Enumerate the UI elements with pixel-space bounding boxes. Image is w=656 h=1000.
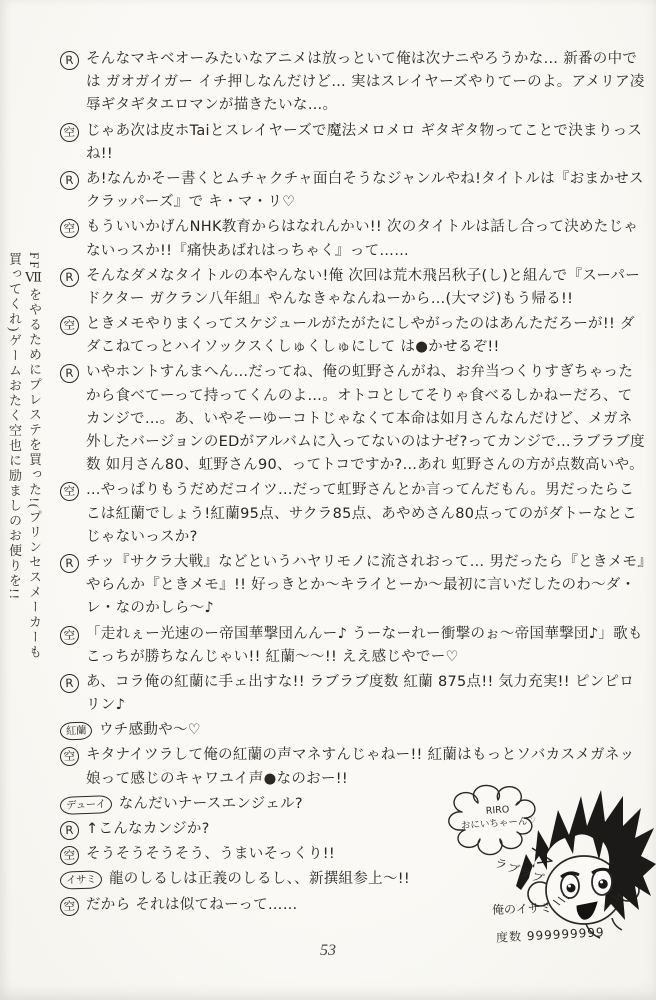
dialogue-text: もういいかげんNHK教育からはなれんかい!! 次のタイトルは話し合って決めたじゃないっスか!!『痛快あばれはっちゃく』って…… <box>86 219 639 259</box>
dialogue-entry <box>60 719 646 742</box>
dialogue-entry <box>60 361 646 477</box>
speaker-badge: R <box>60 364 80 384</box>
speaker-badge: 空 <box>60 846 80 866</box>
caption-my-isami: 俺のイサミ <box>491 900 553 918</box>
speaker-badge: 空 <box>60 122 80 142</box>
speaker-badge: 空 <box>60 316 80 336</box>
speaker-badge: R <box>60 51 80 71</box>
speaker-badge: 空 <box>60 625 80 645</box>
dialogue-text: あ、コラ俺の紅蘭に手ェ出すな!! ラブラブ度数 紅蘭 875点!! 気力充実!! ピンピロリン♪ <box>86 673 635 714</box>
dialogue-entry <box>60 265 646 311</box>
dialogue-text: ↑こんなカンジか? <box>86 821 210 837</box>
speaker-badge: R <box>60 821 80 841</box>
page-number: 53 <box>320 942 336 959</box>
speaker-badge: デューイ <box>60 795 112 815</box>
dialogue-text: そんなダメなタイトルの本やんない!俺 次回は荒木飛呂秋子(し)と組んで『スーパードクター ガクラン八年組』やんなきゃなんねーから…(大マジ)もう帰る!! <box>86 267 640 307</box>
dialogue-text: キタナイツラして俺の紅蘭の声マネすんじゃねー!! 紅蘭はもっとソバカスメガネッ娘って感じのキャワユイ声●なのおー!! <box>86 747 635 787</box>
character-doodle <box>436 778 656 1000</box>
dialogue-text: ウチ感動や〜♡ <box>99 722 202 739</box>
dialogue-text: ときメモやりまくってスケジュールがたがたにしやがったのはあんただろーが!! ダダこねてっとハイソックスくしゅくしゅにして は●かせるぞ!! <box>86 316 635 356</box>
dialogue-text: じゃあ次は皮ホTaiとスレイヤーズで魔法メロメロ ギタギタ物ってことで決まりっスね!! <box>86 122 643 162</box>
dialogue-entry <box>60 623 646 669</box>
dialogue-entry <box>60 120 646 166</box>
dialogue-text: 「走れぇー光速のー帝国華撃団んんー♪ うーなーれー衝撃のぉ〜帝国華撃団♪」歌もこっちが勝ちなんじゃい!! 紅蘭〜〜!! ええ感じやでー♡ <box>86 625 643 665</box>
speaker-badge: 空 <box>60 896 80 916</box>
dialogue-text: あ!なんかそー書くとムチャクチャ面白そうなジャンルやね!タイトルは『おまかせスクラッパーズ』で キ・マ・リ♡ <box>86 170 644 211</box>
dialogue-text: いやホントすんまへん…だってね、俺の虹野さんがね、お弁当つくりすぎちゃったから食べてーって持ってくんのよ…。オトコとしてそりゃ食べるしかねーだろ、てカンジで…。あ、いやそーゆーコトじゃなくて本命は如月さんなんだけど、メガネ外したバージョンのEDがアルバムに入ってないのはナゼ?ってカンジで…ラブラブ度数 如月さん80、虹野さん90、ってトコですか?…あれ 虹野さんの方が点数高いや。 <box>86 364 645 474</box>
dialogue-entry <box>60 671 646 717</box>
speaker-badge: R <box>60 171 80 191</box>
caption-loverlove: ラブラブ <box>493 855 547 887</box>
dialogue-text: なんだいナースエンジェル? <box>118 795 303 812</box>
dialogue-entry <box>60 479 646 549</box>
dialogue-entry <box>60 313 646 359</box>
bubble-line-2: おにいちゃーん♡ <box>460 815 537 832</box>
speaker-badge: 空 <box>60 747 80 767</box>
dialogue-text: そうそうそうそう、うまいそっくり!! <box>86 846 336 863</box>
bubble-line-1: RIRO <box>485 804 510 817</box>
speaker-badge: 空 <box>60 219 80 239</box>
dialogue-text: そんなマキベオーみたいなアニメは放っといて俺は次ナニやろうかな… 新番の中では ガオガイガー イチ押しなんだけど… 実はスレイヤーズやりてーのよ。アメリア凌辱ギタギタエロマンが描きたいな…。 <box>86 51 645 114</box>
dialogue-text: だから それは似てねーって…… <box>86 896 298 913</box>
speaker-badge: 紅蘭 <box>60 722 93 741</box>
speaker-badge: 空 <box>60 482 80 502</box>
margin-note-column-1: FFⅦをやるためにプレステを買った!(プリンセスメーカーも <box>27 252 42 661</box>
dialogue-entry <box>60 168 646 214</box>
margin-note-column-2: 買ってくれ)ゲームおたく空也に励ましのお便りを!! <box>7 252 22 601</box>
speaker-badge: R <box>60 267 80 287</box>
speaker-badge: イサミ <box>60 871 103 890</box>
dialogue-entry <box>60 216 646 262</box>
caption-love-meter: 度数 999999999 <box>495 925 605 945</box>
dialogue-entry <box>60 551 646 621</box>
dialogue-text: 龍のしるしは正義のしるし、、新撰組参上〜!! <box>109 871 410 888</box>
speaker-badge: R <box>60 554 80 574</box>
margin-vertical-note <box>4 252 44 894</box>
dialogue-entry <box>60 48 646 118</box>
dialogue-text: …やっぱりもうだめだコイツ…だって虹野さんとか言ってんだもん。男だったらここは紅蘭でしょう!紅蘭95点、サクラ85点、あやめさん80点ってのがダトーなとこじゃないっスか? <box>86 482 638 545</box>
dialogue-text: チッ『サクラ大戦』などというハヤリモノに流されおって… 男だったら『ときメモ』やらんか『ときメモ』!! 好っきとか〜キライとーか〜最初に言いだしたのわ〜ダ・レ・なのかしら〜♪ <box>86 553 645 617</box>
speaker-badge: R <box>60 674 80 694</box>
